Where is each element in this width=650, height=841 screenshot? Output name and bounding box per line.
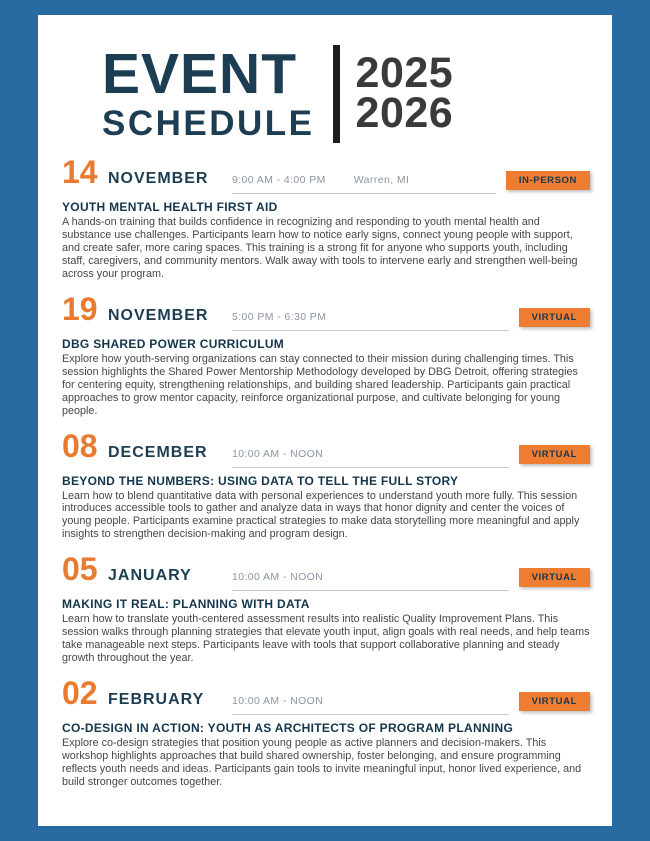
title-block bbox=[102, 42, 315, 143]
event-header bbox=[62, 551, 590, 591]
event-title: DBG SHARED POWER CURRICULUM bbox=[62, 336, 285, 351]
event-title: BEYOND THE NUMBERS: USING DATA TO TELL THE FULL STORY bbox=[62, 473, 459, 488]
title-schedule: SCHEDULE bbox=[102, 103, 315, 143]
event-format-badge: VIRTUAL bbox=[519, 568, 590, 587]
event-day: 02 bbox=[62, 675, 98, 712]
event-meta bbox=[232, 695, 509, 715]
event-time: 5:00 PM - 6:30 PM bbox=[232, 310, 327, 323]
event-item bbox=[62, 154, 590, 281]
event-item bbox=[62, 675, 590, 789]
event-format-badge: VIRTUAL bbox=[519, 692, 590, 711]
event-time: 10:00 AM - NOON bbox=[232, 447, 324, 460]
event-header bbox=[62, 290, 590, 331]
event-header bbox=[62, 675, 590, 715]
event-day: 14 bbox=[62, 154, 98, 190]
event-title: YOUTH MENTAL HEALTH FIRST AID bbox=[62, 200, 278, 214]
event-description: Learn how to blend quantitative data with personal experiences to understand youth more fully. This session introduces accessible tools to gather and analyze data in ways that honor dignity and center the voices of young people. Participants examine practical strategies to make data storytelling more meaningful and apply insights to strengthen decision-making and program design. bbox=[62, 489, 580, 541]
event-month: NOVEMBER bbox=[108, 306, 209, 324]
event-format-badge: IN-PERSON bbox=[506, 171, 590, 190]
event-title: MAKING IT REAL: PLANNING WITH DATA bbox=[62, 597, 310, 612]
year-bottom: 2026 bbox=[355, 89, 454, 137]
event-format-badge: VIRTUAL bbox=[519, 445, 590, 464]
event-location: Warren, MI bbox=[353, 174, 410, 186]
event-description: Explore co-design strategies that position young people as active planners and decision-makers. This workshop highlights approaches that build shared ownership, foster belonging, and ensure programming reflects youth needs and ideas. Participants gain tools to invite meaningful input, honor lived experience, and build stronger outcomes together. bbox=[62, 737, 582, 789]
event-item bbox=[62, 290, 590, 418]
event-month: DECEMBER bbox=[108, 443, 208, 461]
event-title: CO-DESIGN IN ACTION: YOUTH AS ARCHITECTS OF PROGRAM PLANNING bbox=[62, 721, 514, 736]
event-time: 10:00 AM - NOON bbox=[232, 695, 324, 708]
event-month: NOVEMBER bbox=[108, 170, 209, 187]
event-header bbox=[62, 154, 590, 194]
flyer-page bbox=[38, 15, 612, 826]
event-time: 9:00 AM - 4:00 PM bbox=[232, 174, 326, 186]
title-divider-bar bbox=[333, 45, 340, 143]
event-description: Learn how to translate youth-centered assessment results into realistic Quality Improvement Plans. This session walks through planning strategies that elevate youth input, align goals with real needs, and help teams take manageable next steps. Participants leave with tools that support collaborative planning and steady growth throughout the year. bbox=[62, 613, 590, 665]
event-day: 08 bbox=[62, 427, 98, 464]
title-event: EVENT bbox=[102, 42, 298, 107]
event-month: FEBRUARY bbox=[108, 691, 205, 709]
event-description: A hands-on training that builds confidence in recognizing and responding to youth mental health and substance use challenges. Participants learn how to notice early signs, connect young people with support, and create safer, more caring spaces. This training is a strong fit for anyone who supports youth, including staff, caregivers, and community mentors. Walk away with tools to intervene early and strengthen well-being across your program. bbox=[62, 216, 578, 280]
event-meta bbox=[232, 174, 496, 194]
event-meta bbox=[232, 571, 509, 591]
event-item bbox=[62, 551, 590, 665]
years-block bbox=[355, 49, 454, 137]
event-meta bbox=[232, 448, 509, 468]
event-day: 05 bbox=[62, 551, 98, 588]
event-header bbox=[62, 427, 590, 468]
event-item bbox=[62, 427, 590, 542]
event-time: 10:00 AM - NOON bbox=[232, 571, 324, 584]
year-top: 2025 bbox=[355, 49, 454, 98]
event-day: 19 bbox=[62, 290, 98, 327]
event-format-badge: VIRTUAL bbox=[519, 308, 590, 327]
masthead bbox=[102, 42, 590, 143]
event-month: JANUARY bbox=[108, 567, 192, 585]
event-meta bbox=[232, 311, 509, 331]
event-description: Explore how youth-serving organizations can stay connected to their mission during challenging times. This session highlights the Shared Power Mentorship Methodology developed by DBG Detroit, offering strategies for centering equity, strengthening relationships, and building shared leadership. Participants gain practical approaches to grow mentor capacity, reinforce organizational purpose, and cultivate belonging for young people. bbox=[62, 352, 578, 417]
